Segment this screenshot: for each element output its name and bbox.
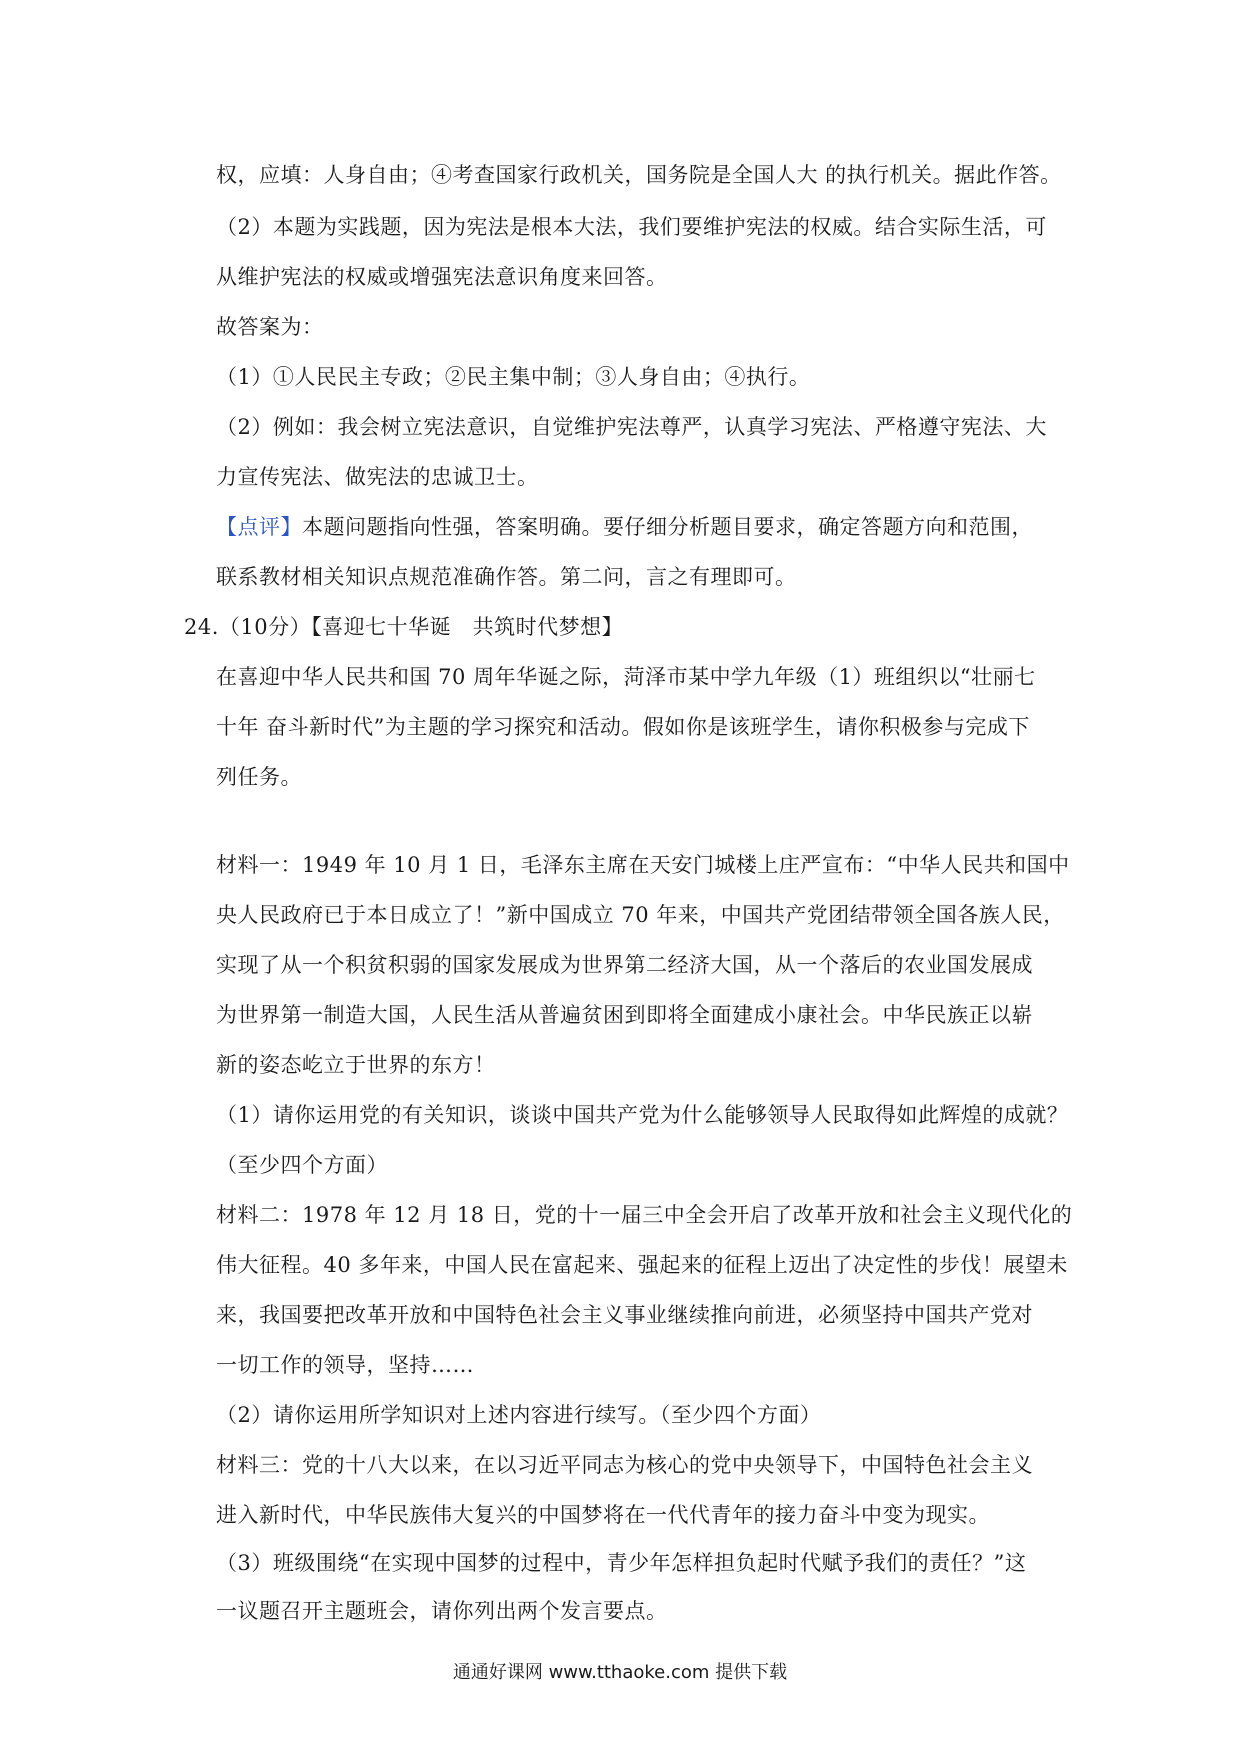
material-2-line-4: 一切工作的领导，坚持…… [216, 1353, 474, 1377]
sub-question-3-line-2: 一议题召开主题班会，请你列出两个发言要点。 [216, 1599, 668, 1623]
question-header: 24.（10分）【喜迎七十华诞 共筑时代梦想】 [184, 615, 624, 639]
sub-question-3-line-1: （3）班级围绕“在实现中国梦的过程中，青少年怎样担负起时代赋予我们的责任？”这 [216, 1551, 1027, 1575]
material-1-line-4: 为世界第一制造大国，人民生活从普遍贫困到即将全面建成小康社会。中华民族正以崭 [216, 1003, 1033, 1027]
sub-question-1-line-1: （1）请你运用党的有关知识，谈谈中国共产党为什么能够领导人民取得如此辉煌的成就？ [216, 1103, 1069, 1127]
answer-part-2-line-2: 力宣传宪法、做宪法的忠诚卫士。 [216, 465, 539, 489]
answer-part-2-line-1: （2）例如：我会树立宪法意识，自觉维护宪法尊严，认真学习宪法、严格遵守宪法、大 [216, 415, 1047, 439]
comment-text-1: 本题问题指向性强，答案明确。要仔细分析题目要求，确定答题方向和范围， [302, 515, 1033, 539]
answer-label: 故答案为： [216, 315, 324, 339]
answer-part-1: （1）①人民民主专政；②民主集中制；③人身自由；④执行。 [216, 365, 811, 389]
material-3-line-2: 进入新时代，中华民族伟大复兴的中国梦将在一代代青年的接力奋斗中变为现实。 [216, 1503, 990, 1527]
answer-line-1: 权，应填：人身自由；④考查国家行政机关，国务院是全国人大 的执行机关。据此作答。 [216, 163, 1062, 187]
sub-question-1-line-2: （至少四个方面） [216, 1153, 388, 1177]
answer-line-2: （2）本题为实践题，因为宪法是根本大法，我们要维护宪法的权威。结合实际生活，可 [216, 215, 1047, 239]
comment-line-1 [216, 512, 1033, 542]
material-3-line-1: 材料三：党的十八大以来，在以习近平同志为核心的党中央领导下，中国特色社会主义 [216, 1453, 1033, 1477]
question-intro-3: 列任务。 [216, 765, 302, 789]
answer-line-3: 从维护宪法的权威或增强宪法意识角度来回答。 [216, 265, 668, 289]
material-2-line-3: 来，我国要把改革开放和中国特色社会主义事业继续推向前进，必须坚持中国共产党对 [216, 1303, 1033, 1327]
material-2-line-2: 伟大征程。40 多年来，中国人民在富起来、强起来的征程上迈出了决定性的步伐！展望未 [216, 1253, 1068, 1277]
material-1-line-3: 实现了从一个积贫积弱的国家发展成为世界第二经济大国，从一个落后的农业国发展成 [216, 953, 1033, 977]
material-1-line-1: 材料一：1949 年 10 月 1 日，毛泽东主席在天安门城楼上庄严宣布：“中华人民共和国中 [216, 853, 1070, 877]
question-intro-2: 十年 奋斗新时代”为主题的学习探究和活动。假如你是该班学生，请你积极参与完成下 [216, 715, 1030, 739]
page-footer: 通通好课网 www.tthaoke.com 提供下载 [452, 1662, 788, 1683]
question-intro-1: 在喜迎中华人民共和国 70 周年华诞之际，菏泽市某中学九年级（1）班组织以“壮丽七 [216, 665, 1036, 689]
comment-line-2: 联系教材相关知识点规范准确作答。第二问，言之有理即可。 [216, 565, 797, 589]
comment-tag: 【点评】 [216, 515, 302, 539]
material-1-line-2: 央人民政府已于本日成立了！”新中国成立 70 年来，中国共产党团结带领全国各族人民， [216, 903, 1065, 927]
material-1-line-5: 新的姿态屹立于世界的东方！ [216, 1053, 496, 1077]
material-2-line-1: 材料二：1978 年 12 月 18 日，党的十一届三中全会开启了改革开放和社会主义现代化的 [216, 1203, 1073, 1227]
sub-question-2: （2）请你运用所学知识对上述内容进行续写。（至少四个方面） [216, 1403, 822, 1427]
